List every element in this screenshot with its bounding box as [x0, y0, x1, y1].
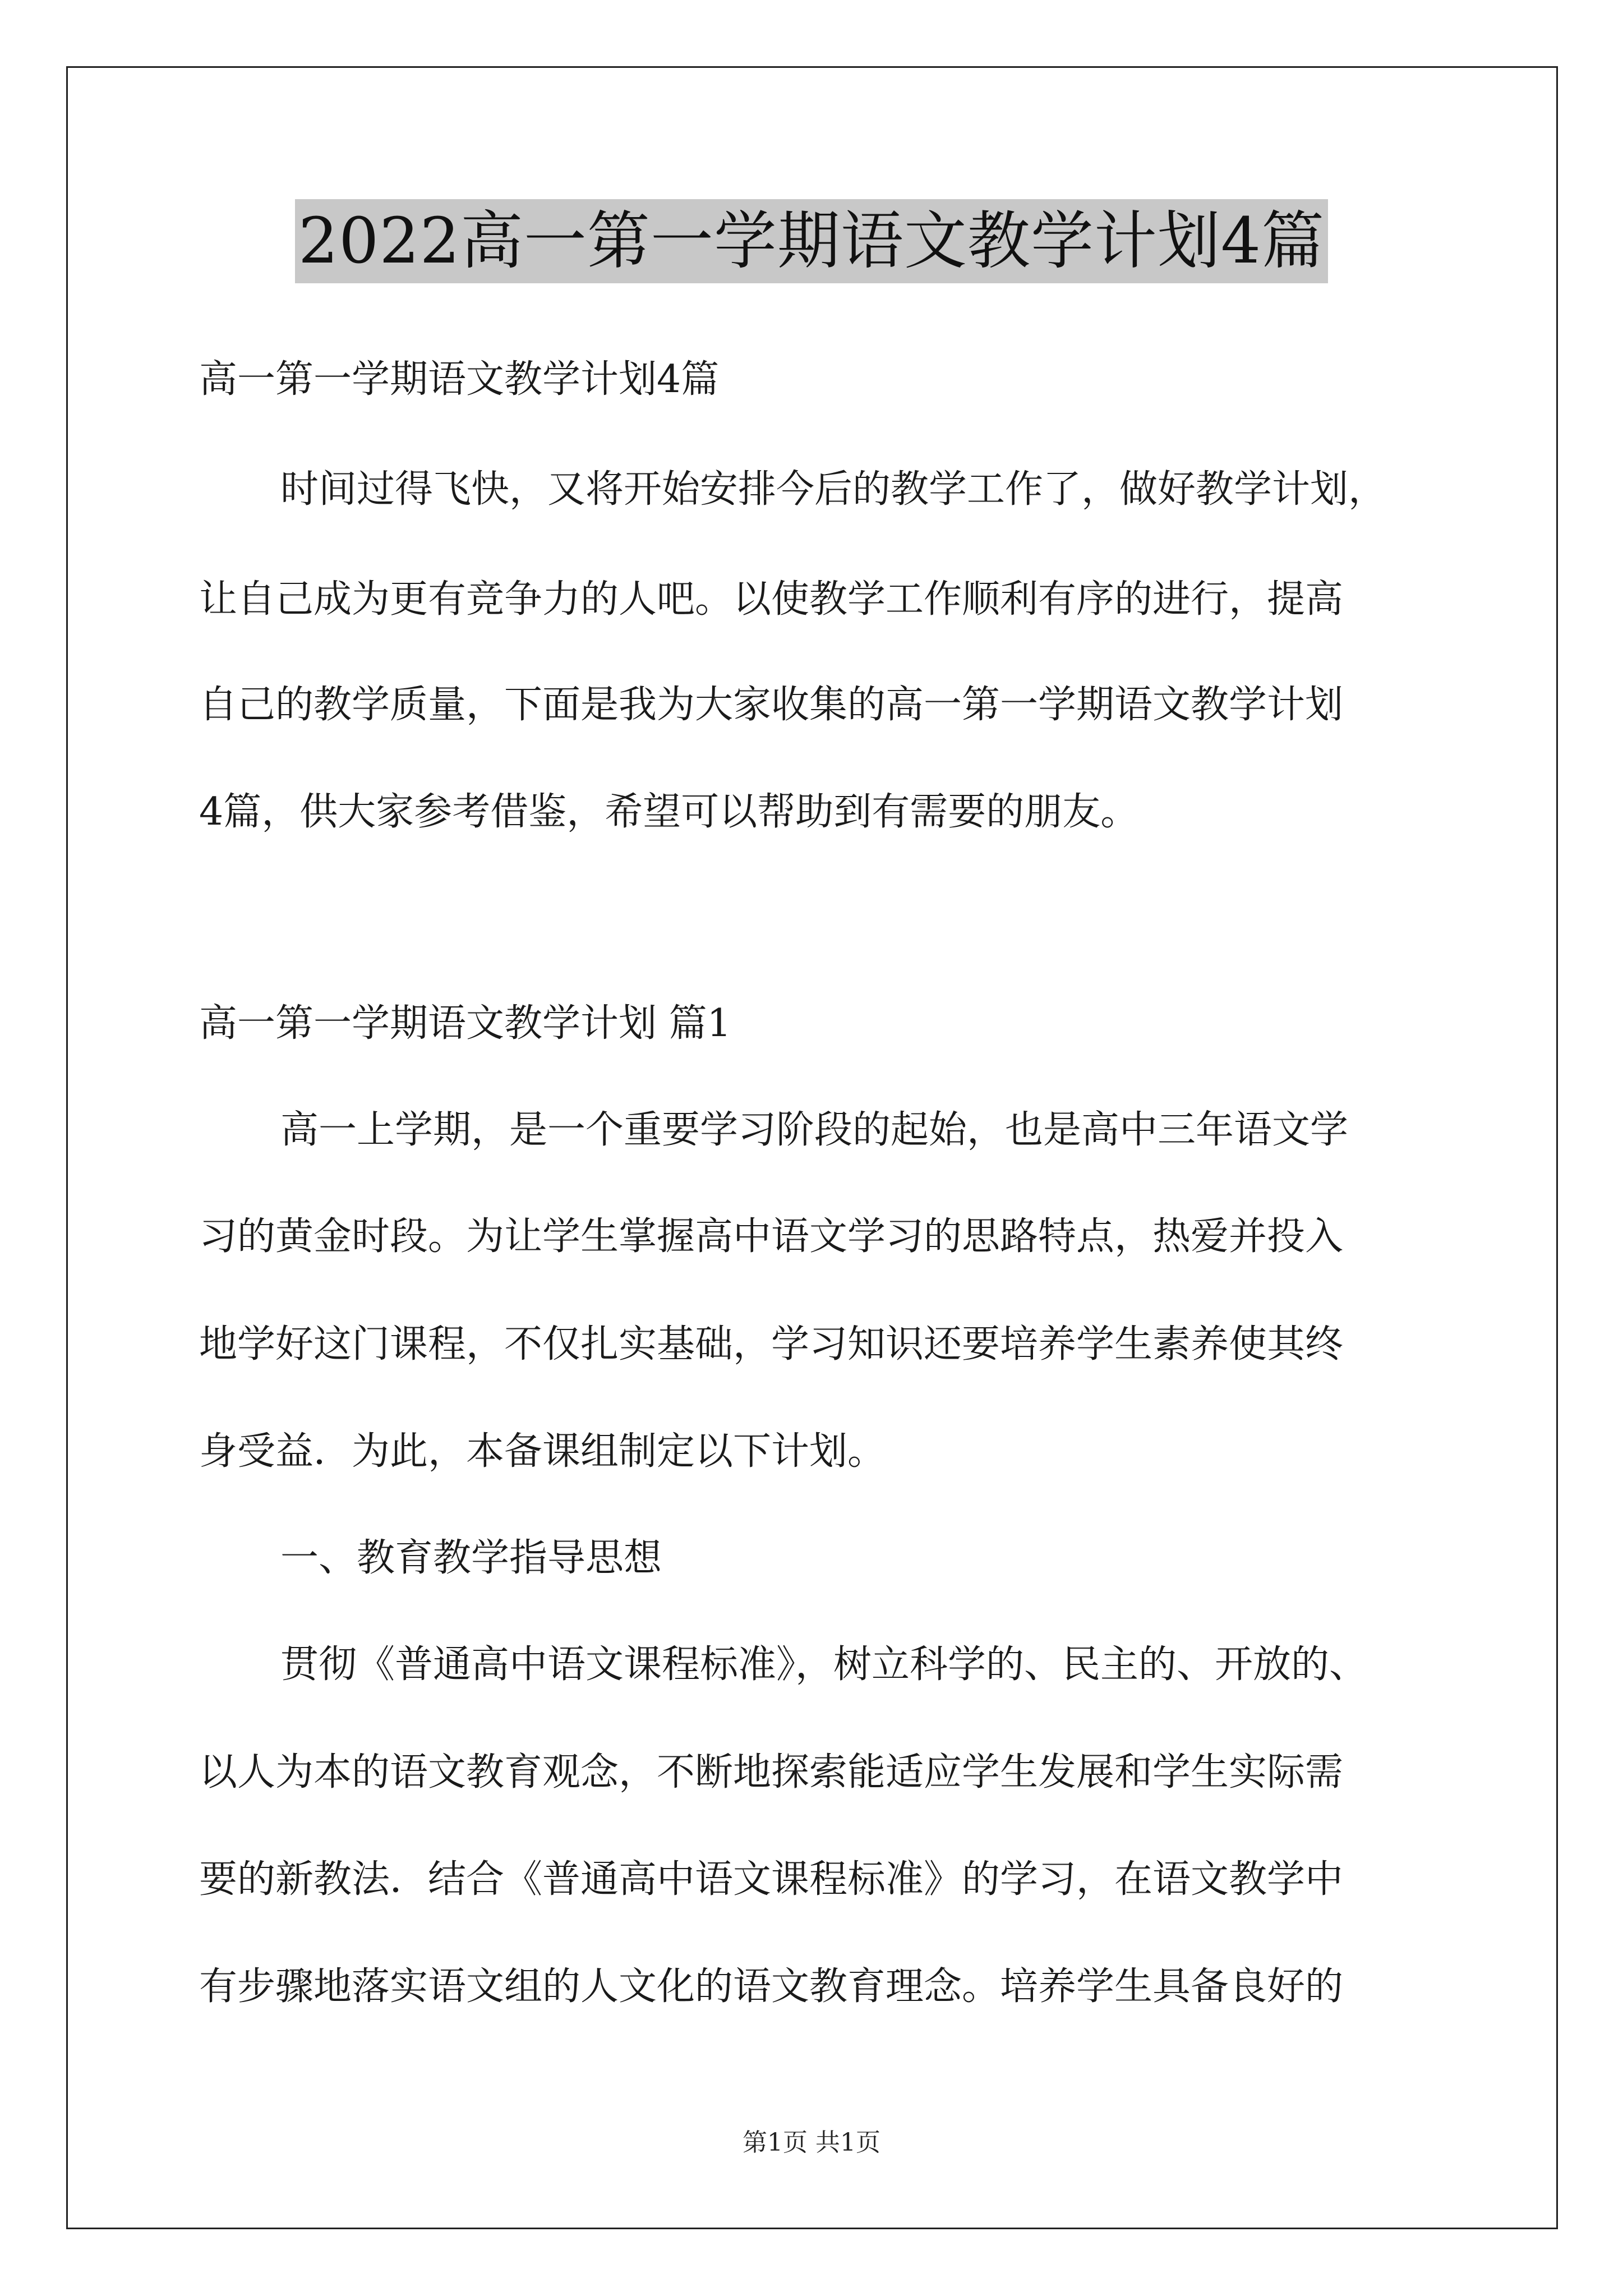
intro-line: 时间过得飞快，又将开始安排今后的教学工作了，做好教学计划， — [280, 467, 1387, 512]
page-footer: 第1页 共1页 — [743, 2128, 880, 2157]
document-subtitle: 高一第一学期语文教学计划4篇 — [199, 357, 720, 402]
intro-line: 4篇，供大家参考借鉴，希望可以帮助到有需要的朋友。 — [199, 790, 1139, 834]
intro-line: 自己的教学质量，下面是我为大家收集的高一第一学期语文教学计划 — [199, 683, 1344, 727]
guide-line: 有步骤地落实语文组的人文化的语文教育理念。培养学生具备良好的 — [199, 1964, 1344, 2009]
guide-line: 以人为本的语文教育观念，不断地探索能适应学生发展和学生实际需 — [199, 1750, 1344, 1795]
section-line: 高一上学期，是一个重要学习阶段的起始，也是高中三年语文学 — [280, 1108, 1349, 1152]
guide-line: 要的新教法．结合《普通高中语文课程标准》的学习，在语文教学中 — [199, 1857, 1344, 1902]
page-title: 2022高一第一学期语文教学计划4篇 — [295, 199, 1328, 283]
subheading: 一、教育教学指导思想 — [280, 1536, 662, 1580]
section-heading: 高一第一学期语文教学计划 篇1 — [199, 1001, 731, 1046]
section-line: 地学好这门课程，不仅扎实基础，学习知识还要培养学生素养使其终 — [199, 1322, 1344, 1366]
section-line: 习的黄金时段。为让学生掌握高中语文学习的思路特点，热爱并投入 — [199, 1214, 1344, 1259]
title-wrap — [0, 199, 1623, 283]
section-line: 身受益．为此，本备课组制定以下计划。 — [199, 1429, 886, 1474]
intro-line: 让自己成为更有竞争力的人吧。以使教学工作顺利有序的进行，提高 — [199, 577, 1344, 622]
guide-line: 贯彻《普通高中语文课程标准》，树立科学的、民主的、开放的、 — [280, 1642, 1368, 1687]
